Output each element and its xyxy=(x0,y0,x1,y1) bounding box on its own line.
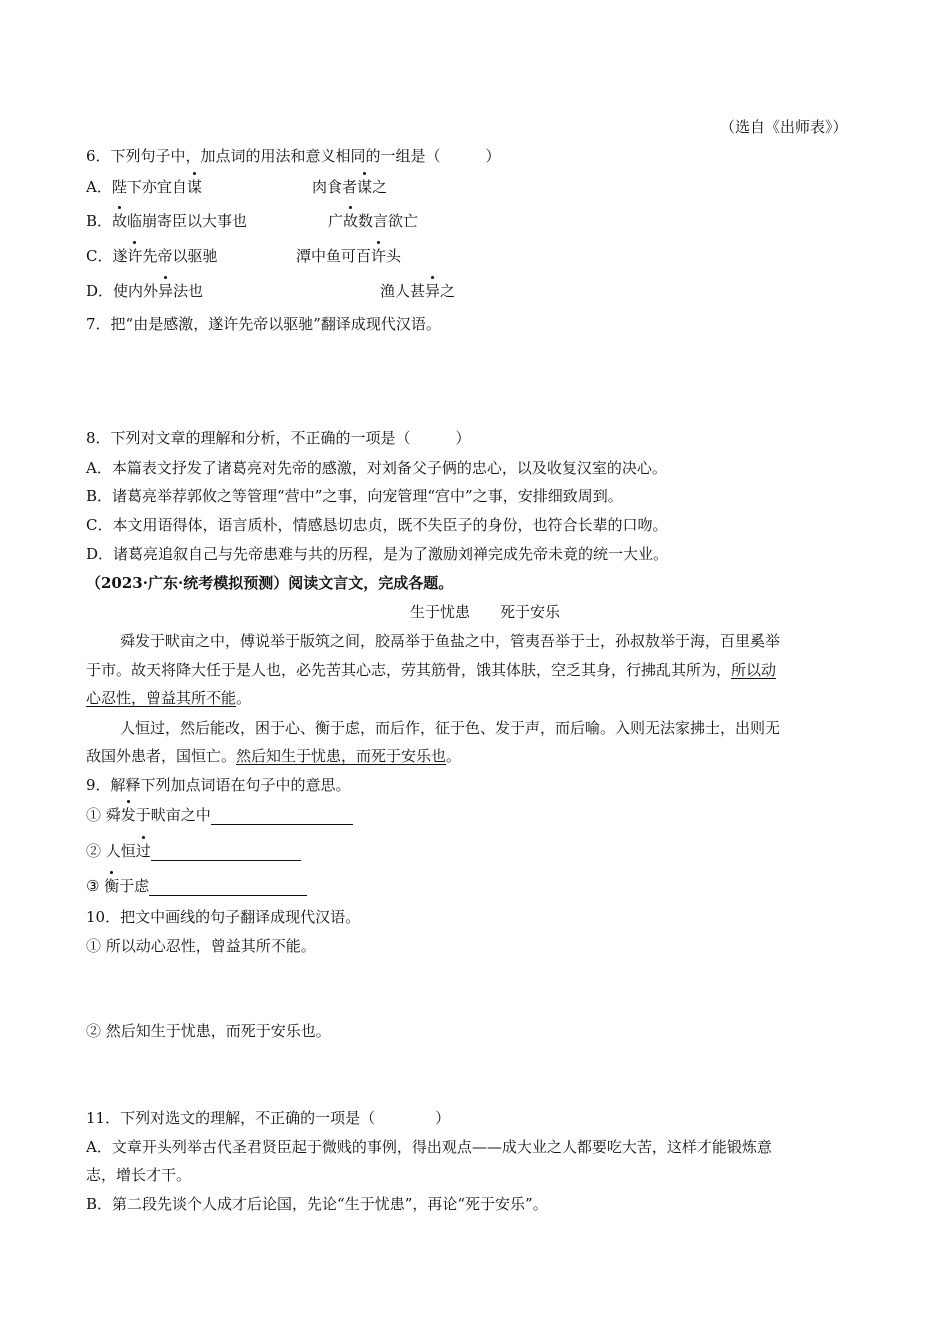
q6-option-d-compare: 渔人甚异之 xyxy=(380,282,456,300)
q9-item-3: ③ 衡于虑 xyxy=(86,876,307,896)
q9-item-1: ① 舜发于畎亩之中 xyxy=(86,805,353,825)
passage-p2-line2: 敌国外患者，国恒亡。然后知生于忧患，而死于安乐也。 xyxy=(86,747,462,765)
q9-item-2: ② 人恒过 xyxy=(86,841,301,861)
passage-p1-line2: 于市。故天将降大任于是人也，必先苦其心志，劳其筋骨，饿其体肤，空乏其身，行拂乱其所为，所以动 xyxy=(86,661,777,679)
q6-option-d: D．使内外异法也 xyxy=(86,282,204,300)
q6-option-a: A．陛下亦宜自谋 xyxy=(86,178,202,196)
q8-option-c: C．本文用语得体，语言质朴，情感恳切忠贞，既不失臣子的身份，也符合长辈的口吻。 xyxy=(86,516,668,534)
passage-title: 生于忧患 死于安乐 xyxy=(410,603,561,621)
passage-p2-line1: 人恒过，然后能改，困于心、衡于虑，而后作，征于色、发于声，而后喻。入则无法家拂士，出则无 xyxy=(120,719,781,737)
answer-blank[interactable] xyxy=(149,879,307,896)
answer-blank[interactable] xyxy=(211,808,353,825)
q10-sentence-1: ① 所以动心忍性，曾益其所不能。 xyxy=(86,937,316,955)
q11-option-a-line1: A．文章开头列举古代圣君贤臣起于微贱的事例，得出观点——成大业之人都要吃大苦，这样才能锻炼意 xyxy=(86,1138,772,1156)
answer-blank[interactable] xyxy=(151,844,301,861)
question-6-stem: 6．下列句子中，加点词的用法和意义相同的一组是（ ） xyxy=(86,147,501,165)
question-9-stem: 9．解释下列加点词语在句子中的意思。 xyxy=(86,776,351,794)
question-10-stem: 10．把文中画线的句子翻译成现代汉语。 xyxy=(86,908,361,926)
section-header: （2023·广东·统考模拟预测）阅读文言文，完成各题。 xyxy=(86,574,454,592)
q11-option-b: B．第二段先谈个人成才后论国，先论“生于忧患”，再论“死于安乐”。 xyxy=(86,1195,548,1213)
q10-sentence-2: ② 然后知生于忧患，而死于安乐也。 xyxy=(86,1022,331,1040)
passage-p1-line1: 舜发于畎亩之中，傅说举于版筑之间，胶鬲举于鱼盐之中，管夷吾举于士，孙叔敖举于海，百里奚举 xyxy=(120,632,781,650)
q8-option-d: D．诸葛亮追叙自己与先帝患难与共的历程，是为了激励刘禅完成先帝未竟的统一大业。 xyxy=(86,545,669,563)
question-11-stem: 11．下列对选文的理解，不正确的一项是（ ） xyxy=(86,1109,451,1127)
question-8-stem: 8．下列对文章的理解和分析，不正确的一项是（ ） xyxy=(86,429,471,447)
source-citation: （选自《出师表》） xyxy=(720,118,848,136)
q11-option-a-line2: 志，增长才干。 xyxy=(86,1166,192,1184)
q8-option-a: A．本篇表文抒发了诸葛亮对先帝的感激，对刘备父子俩的忠心，以及收复汉室的决心。 xyxy=(86,459,667,477)
q6-option-a-compare: 肉食者谋之 xyxy=(312,178,388,196)
question-7-stem: 7．把“由是感激，遂许先帝以驱驰”翻译成现代汉语。 xyxy=(86,315,441,333)
q6-option-c: C．遂许先帝以驱驰 xyxy=(86,247,218,265)
q6-option-c-compare: 潭中鱼可百许头 xyxy=(296,247,402,265)
q6-option-b: B．故临崩寄臣以大事也 xyxy=(86,212,248,230)
passage-p1-line3: 心忍性，曾益其所不能。 xyxy=(86,689,252,707)
q8-option-b: B．诸葛亮举荐郭攸之等管理“营中”之事，向宠管理“宫中”之事，安排细致周到。 xyxy=(86,487,623,505)
q6-option-b-compare: 广故数言欲亡 xyxy=(328,212,419,230)
